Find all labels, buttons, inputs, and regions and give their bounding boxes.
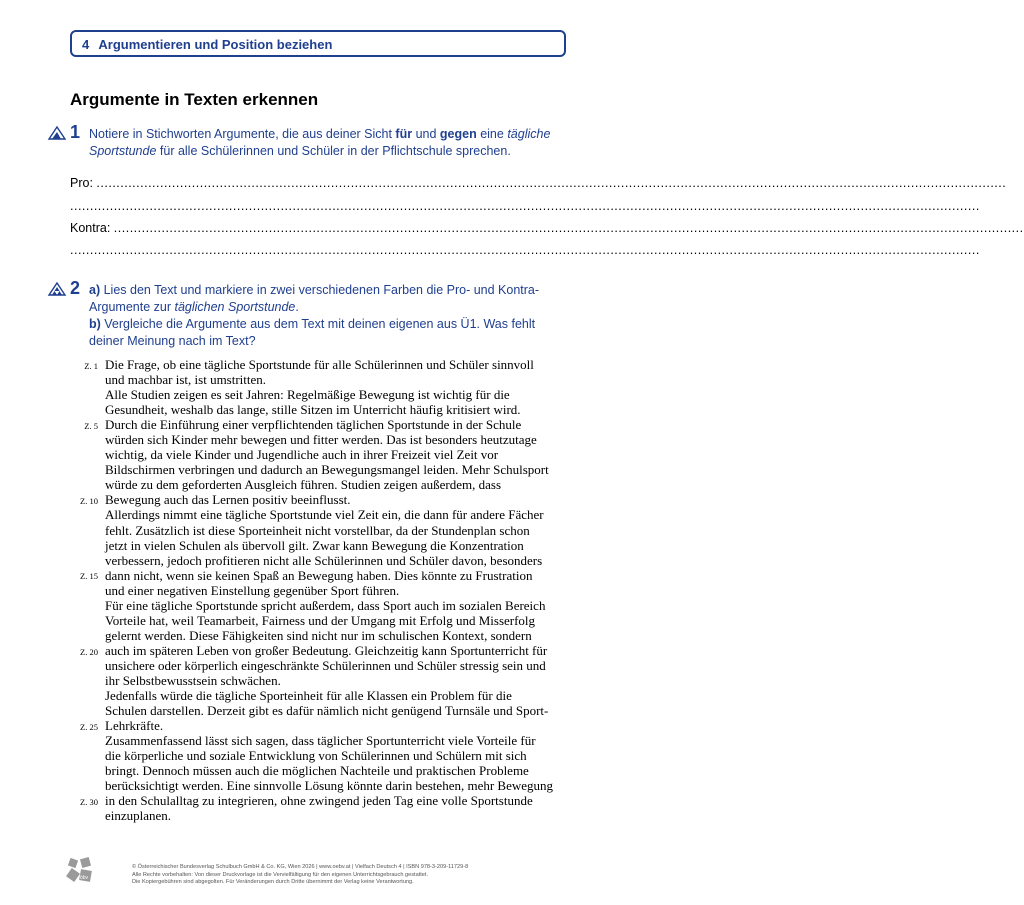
text-line: ihr Selbstbewusstsein schwächen. (105, 672, 281, 688)
task-2-number: 2 (70, 278, 81, 298)
text-line: Durch die Einführung einer verpflichtenden täglichen Sportstunde in der Schule (105, 417, 522, 433)
text-line: und machbar ist, ist umstritten. (105, 372, 267, 388)
text-line: dann nicht, wenn sie keinen Spaß an Bewegung haben. Dies könnte zu Frustration (105, 567, 533, 583)
text-line: verbessern, jedoch profitieren nicht alle Schülerinnen und Schüler davon, besonders (105, 552, 543, 568)
footer-copyright (132, 864, 602, 887)
publisher-logo-icon (66, 856, 96, 886)
article-text (105, 357, 565, 823)
line-number: Z. 15 (80, 571, 98, 581)
pro-writing-line[interactable]: Pro: ..................................................................................................................................................................................................................................... (70, 176, 1007, 190)
kontra-writing-line[interactable]: Kontra: ..................................................................................................................................................................................................................................... (70, 221, 1024, 235)
text-line: Vorteile hat, weil Teamarbeit, Fairness und der Umgang mit Erfolg und Misserfolg (105, 612, 536, 628)
text-line: Gesundheit, weshalb das lange, stille Sitzen im Unterricht häufig kritisiert wird. (105, 402, 521, 418)
text-line: die körperliche und soziale Entwicklung von Schülerinnen und Schülern mit sich (105, 748, 527, 764)
chapter-title: Argumentieren und Position beziehen (98, 37, 333, 52)
text-line: würden sich Kinder mehr bewegen und fitter werden. Das ist besonders heutzutage (105, 432, 537, 448)
task-1-number: 1 (70, 122, 81, 142)
text-line: Bewegung auch das Lernen positiv beeinflusst. (105, 492, 351, 508)
pro-label: Pro: (70, 176, 93, 190)
text-line: berücksichtigt werden. Eine sinnvolle Lösung könnte darin bestehen, mehr Bewegung (105, 778, 554, 794)
kontra-writing-line-2[interactable]: ..................................................................................................................................................................................................................................... (70, 243, 980, 257)
line-number: Z. 1 (84, 361, 98, 371)
text-line: würde zu dem geforderten Ausgleich führen. Studien zeigen außerdem, dass (105, 477, 502, 493)
text-line: Schulen darstellen. Derzeit gibt es dafür nämlich nicht genügend Turnsäle und Sport- (105, 703, 549, 719)
chapter-header (70, 30, 566, 57)
line-number: Z. 10 (80, 496, 98, 506)
text-line: in den Schulalltag zu integrieren, ohne zwingend jeden Tag eine volle Sportstunde (105, 793, 533, 809)
footer-line: Alle Rechte vorbehalten: Von dieser Druckvorlage ist die Vervielfältigung für den eigenen Unterrichtsgebrauch gestattet. (132, 871, 429, 878)
pro-writing-line-2[interactable]: ..................................................................................................................................................................................................................................... (70, 199, 980, 213)
task-2-instruction: a) Lies den Text und markiere in zwei verschiedenen Farben die Pro- und Kontra- Argumente zur täglichen Sportstunde. b) Vergleiche die Argumente aus dem Text mit deinen eigenen aus Ü1. Was fehlt deiner Meinung nach im Text? (89, 283, 540, 348)
text-line: Jedenfalls würde die tägliche Sporteinheit für alle Klassen ein Problem für die (105, 688, 512, 704)
text-line: Zusammenfassend lässt sich sagen, dass täglicher Sportunterricht viele Vorteile für (105, 733, 536, 749)
text-line: einzuplanen. (105, 808, 172, 824)
line-number: Z. 30 (80, 797, 98, 807)
text-line: wichtig, da viele Kinder und Jugendliche auch in ihrer Freizeit viel Zeit vor (105, 447, 499, 463)
text-line: Allerdings nimmt eine tägliche Sportstunde viel Zeit ein, die dann für andere Fächer (105, 507, 544, 523)
text-line: unsichere oder körperlich eingeschränkte Schülerinnen und Schüler stressig sein und (105, 657, 546, 673)
chapter-number: 4 (82, 37, 90, 52)
text-line: jetzt in vielen Schulen als übervoll gilt. Zwar kann Bewegung die Konzentration (105, 537, 524, 553)
text-line: gelernt werden. Diese Fähigkeiten sind nicht nur im schulischen Kontext, sondern (105, 627, 532, 643)
logo-text: öbv (80, 875, 89, 881)
line-number: Z. 20 (80, 647, 98, 657)
text-line: und einer negativen Einstellung gegenüber Sport führen. (105, 582, 400, 598)
task-1-instruction: Notiere in Stichworten Argumente, die aus deiner Sicht für und gegen eine tägliche Sportstunde für alle Schülerinnen und Schüler in der Pflichtschule sprechen. (89, 127, 551, 158)
text-line: bringt. Dennoch müssen auch die möglichen Nachteile und praktischen Probleme (105, 763, 529, 779)
line-number: Z. 25 (80, 722, 98, 732)
page-title: Argumente in Texten erkennen (70, 90, 319, 109)
text-line: Bildschirmen verbringen und dadurch an Bewegungsmangel leiden. Mehr Schulsport (105, 462, 549, 478)
text-line: fehlt. Zusätzlich ist diese Sporteinheit nicht vorstellbar, da der Stundenplan schon (105, 522, 530, 538)
footer-line: Die Kopiergebühren sind abgegolten. Für Veränderungen durch Dritte übernimmt der Verlag keine Verantwortung. (132, 879, 414, 885)
kontra-label: Kontra: (70, 221, 111, 235)
difficulty-triangle-icon (48, 282, 66, 296)
text-line: Die Frage, ob eine tägliche Sportstunde für alle Schülerinnen und Schüler sinnvoll (105, 357, 534, 372)
footer-line: © Österreichischer Bundesverlag Schulbuch GmbH & Co. KG, Wien 2026 | www.oebv.at | Vielfach Deutsch 4 | ISBN 978-3-209-11729-8 (132, 864, 469, 870)
text-line: Alle Studien zeigen es seit Jahren: Regelmäßige Bewegung ist wichtig für die (105, 387, 510, 403)
line-number: Z. 5 (84, 421, 98, 431)
text-line: auch im späteren Leben von großer Bedeutung. Gleichzeitig kann Sportunterricht für (105, 642, 548, 658)
text-line: Lehrkräfte. (105, 718, 164, 734)
text-line: Für eine tägliche Sportstunde spricht außerdem, dass Sport auch im sozialen Bereich (105, 597, 546, 613)
difficulty-triangle-icon (48, 126, 66, 140)
